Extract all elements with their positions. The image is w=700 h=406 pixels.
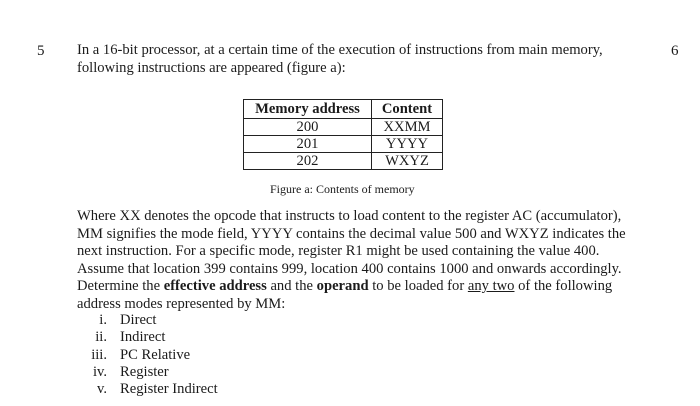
table-header-row bbox=[244, 100, 443, 119]
option-label: Register bbox=[120, 363, 169, 380]
cell-address: 201 bbox=[244, 136, 372, 153]
table-row bbox=[244, 153, 443, 170]
body-text: and the bbox=[266, 278, 317, 294]
table-row bbox=[244, 119, 443, 136]
option-numeral: i. bbox=[99, 312, 107, 328]
figure-caption: Figure a: Contents of memory bbox=[270, 182, 415, 196]
cell-content: XXMM bbox=[372, 119, 443, 136]
body-line: MM signifies the mode field, YYYY contains the decimal value 500 and WXYZ indicates the bbox=[77, 225, 626, 242]
cell-address: 200 bbox=[244, 119, 372, 136]
emphasis-operand: operand bbox=[316, 278, 369, 294]
cell-address: 202 bbox=[244, 153, 372, 170]
option-numeral: iii. bbox=[91, 346, 107, 363]
body-line: Where XX denotes the opcode that instructs to load content to the register AC (accumulator), bbox=[77, 208, 622, 224]
option-label: Direct bbox=[120, 312, 157, 328]
body-line: Assume that location 399 contains 999, location 400 contains 1000 and onwards accordingly. bbox=[77, 260, 622, 277]
cell-content: WXYZ bbox=[372, 153, 443, 170]
question-marks: 6 bbox=[671, 43, 679, 59]
table-row bbox=[244, 136, 443, 153]
header-memory-address: Memory address bbox=[244, 100, 372, 119]
option-label: PC Relative bbox=[120, 346, 191, 363]
body-line: address modes represented by MM: bbox=[77, 295, 286, 312]
body-line bbox=[77, 278, 667, 296]
question-body bbox=[77, 208, 667, 313]
option-numeral: v. bbox=[97, 381, 107, 398]
body-line: next instruction. For a specific mode, register R1 might be used containing the value 400. bbox=[77, 243, 600, 259]
question-intro bbox=[77, 41, 657, 77]
intro-line: In a 16-bit processor, at a certain time of the execution of instructions from main memory, bbox=[77, 42, 603, 58]
question-number: 5 bbox=[37, 43, 45, 59]
option-numeral: ii. bbox=[95, 329, 107, 346]
option-label: Indirect bbox=[120, 329, 166, 346]
cell-content: YYYY bbox=[372, 136, 443, 153]
option-numeral: iv. bbox=[92, 363, 107, 380]
emphasis-effective-address: effective address bbox=[163, 278, 267, 294]
intro-line: following instructions are appeared (figure a): bbox=[77, 60, 346, 76]
body-text: Determine the bbox=[77, 278, 164, 294]
body-text: of the following bbox=[514, 278, 613, 294]
underline-any-two: any two bbox=[467, 278, 515, 294]
body-text: to be loaded for bbox=[368, 278, 468, 294]
option-label: Register Indirect bbox=[120, 381, 218, 398]
memory-table bbox=[243, 99, 443, 170]
header-content: Content bbox=[372, 100, 443, 119]
